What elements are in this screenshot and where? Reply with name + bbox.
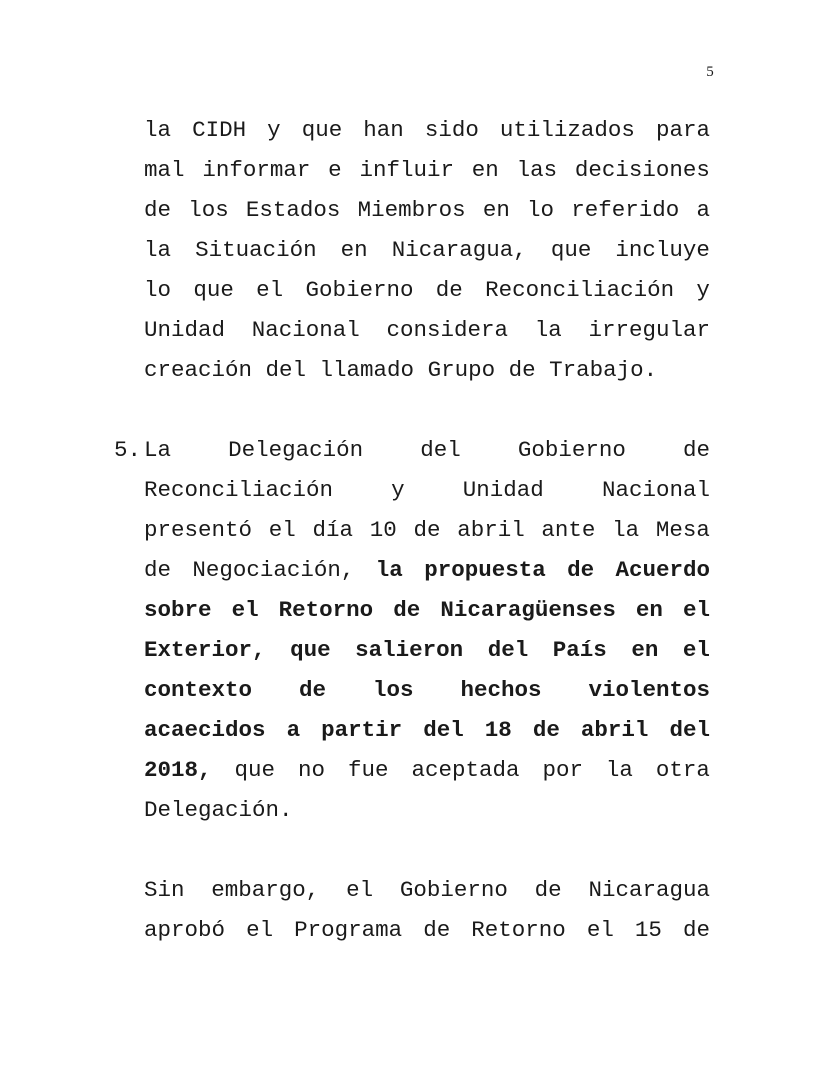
word: abril [457, 517, 525, 543]
text-line [144, 870, 710, 910]
word: abril [580, 717, 649, 743]
text-line [144, 750, 710, 790]
word: el [231, 597, 259, 623]
word: 18 [484, 717, 512, 743]
word: del [487, 637, 529, 663]
word: sido [424, 117, 479, 143]
word: aprobó [144, 917, 226, 943]
word: decisiones [574, 157, 710, 183]
word: el [246, 917, 274, 943]
word: presentó [144, 517, 253, 543]
word: 2018, [144, 757, 212, 783]
word: e [328, 157, 342, 183]
word: incluye [615, 237, 710, 263]
word: del [423, 717, 464, 743]
word: de [299, 677, 327, 703]
text-line [144, 350, 710, 390]
word: en [631, 637, 659, 663]
word: Exterior, [144, 637, 266, 663]
text-line [144, 190, 710, 230]
word: por [542, 757, 583, 783]
text-line [144, 230, 710, 270]
word: informar [202, 157, 311, 183]
text-line [144, 630, 710, 670]
word: CIDH [192, 117, 247, 143]
word: han [363, 117, 404, 143]
page-number: 5 [706, 64, 714, 80]
word: de [532, 717, 560, 743]
word: considera [386, 317, 509, 343]
word: Gobierno [305, 277, 414, 303]
word: Retorno [471, 917, 566, 943]
word: en [471, 157, 499, 183]
word: Sin [144, 877, 185, 903]
word: de [423, 917, 451, 943]
word: Retorno [278, 597, 374, 623]
word: llamado [319, 357, 415, 383]
word: País [552, 637, 607, 663]
word: que [193, 277, 234, 303]
word: Mesa [655, 517, 710, 543]
word: Delegación [228, 437, 364, 463]
word: de [508, 357, 536, 383]
word: el [346, 877, 374, 903]
text-line [144, 670, 710, 710]
word: el [682, 637, 710, 663]
word: de [682, 437, 710, 463]
word: el [586, 917, 614, 943]
word: de [144, 197, 172, 223]
word: que [550, 237, 592, 263]
word: y [391, 477, 405, 503]
word: Unidad [144, 317, 226, 343]
word: Nicaragua [588, 877, 710, 903]
word: Nacional [601, 477, 710, 503]
word: del [420, 437, 461, 463]
word: del [265, 357, 307, 383]
word: Reconciliación [144, 477, 334, 503]
word: hechos [460, 677, 542, 703]
word: otra [655, 757, 710, 783]
word: a [286, 717, 301, 743]
word: el [256, 277, 284, 303]
word: de [534, 877, 562, 903]
word: la [534, 317, 562, 343]
text-line [144, 470, 710, 510]
word: fue [347, 757, 389, 783]
word: contexto [144, 677, 253, 703]
list-item-marker: 5. [114, 437, 142, 463]
word: Trabajo. [549, 357, 658, 383]
word: el [682, 597, 710, 623]
word: la [144, 117, 172, 143]
word: de [682, 917, 710, 943]
word: Negociación, [192, 557, 355, 583]
word: que [290, 637, 331, 663]
word: Acuerdo [615, 557, 710, 583]
word: partir [321, 717, 403, 743]
word: Estados [245, 197, 341, 223]
word: influir [359, 157, 454, 183]
word: Situación [195, 237, 317, 263]
text-line [144, 110, 710, 150]
text-line [144, 310, 710, 350]
word: y [696, 277, 710, 303]
text-line [144, 150, 710, 190]
text-line [144, 790, 710, 830]
word: Grupo [427, 357, 496, 383]
paragraph-continuation [144, 110, 710, 390]
word: en [340, 237, 368, 263]
word: salieron [355, 637, 464, 663]
word: 10 [369, 517, 397, 543]
text-line [144, 590, 710, 630]
word: que [301, 117, 343, 143]
word: embargo, [211, 877, 320, 903]
word: día [312, 517, 353, 543]
word: sobre [144, 597, 212, 623]
text-line [144, 910, 710, 950]
word: la [612, 517, 640, 543]
word: ante [541, 517, 596, 543]
word: de [393, 597, 421, 623]
word: Gobierno [399, 877, 508, 903]
word: La [144, 437, 172, 463]
word: Nacional [251, 317, 360, 343]
word: para [655, 117, 710, 143]
word: Gobierno [517, 437, 626, 463]
word: en [482, 197, 510, 223]
word: que [234, 757, 275, 783]
word: 15 [634, 917, 662, 943]
word: violentos [588, 677, 710, 703]
word: y [267, 117, 281, 143]
word: Nicaragua, [391, 237, 527, 263]
word: a [696, 197, 710, 223]
word: de [435, 277, 463, 303]
word: la [144, 237, 172, 263]
text-line [144, 270, 710, 310]
word: del [669, 717, 710, 743]
word: el [268, 517, 296, 543]
word: Programa [294, 917, 403, 943]
word: propuesta [424, 557, 546, 583]
word: irregular [588, 317, 710, 343]
word: no [297, 757, 325, 783]
word: Reconciliación [485, 277, 675, 303]
word: lo [144, 277, 172, 303]
word: Miembros [357, 197, 466, 223]
word: referido [571, 197, 680, 223]
list-item-5-text [144, 430, 710, 830]
paragraph-sin-embargo [144, 870, 710, 950]
word: los [372, 677, 414, 703]
word: la [375, 557, 403, 583]
word: Delegación. [144, 797, 293, 823]
word: Nicaragüenses [440, 597, 616, 623]
text-line [144, 550, 710, 590]
word: Unidad [462, 477, 544, 503]
word: utilizados [499, 117, 635, 143]
word: de [144, 557, 172, 583]
word: lo [527, 197, 555, 223]
word: aceptada [411, 757, 520, 783]
word: las [516, 157, 558, 183]
word: la [605, 757, 633, 783]
word: mal [144, 157, 185, 183]
word: creación [144, 357, 253, 383]
text-line [144, 430, 710, 470]
text-line [144, 510, 710, 550]
word: en [635, 597, 663, 623]
word: acaecidos [144, 717, 266, 743]
word: de [567, 557, 595, 583]
word: de [413, 517, 441, 543]
word: los [188, 197, 229, 223]
text-line [144, 710, 710, 750]
